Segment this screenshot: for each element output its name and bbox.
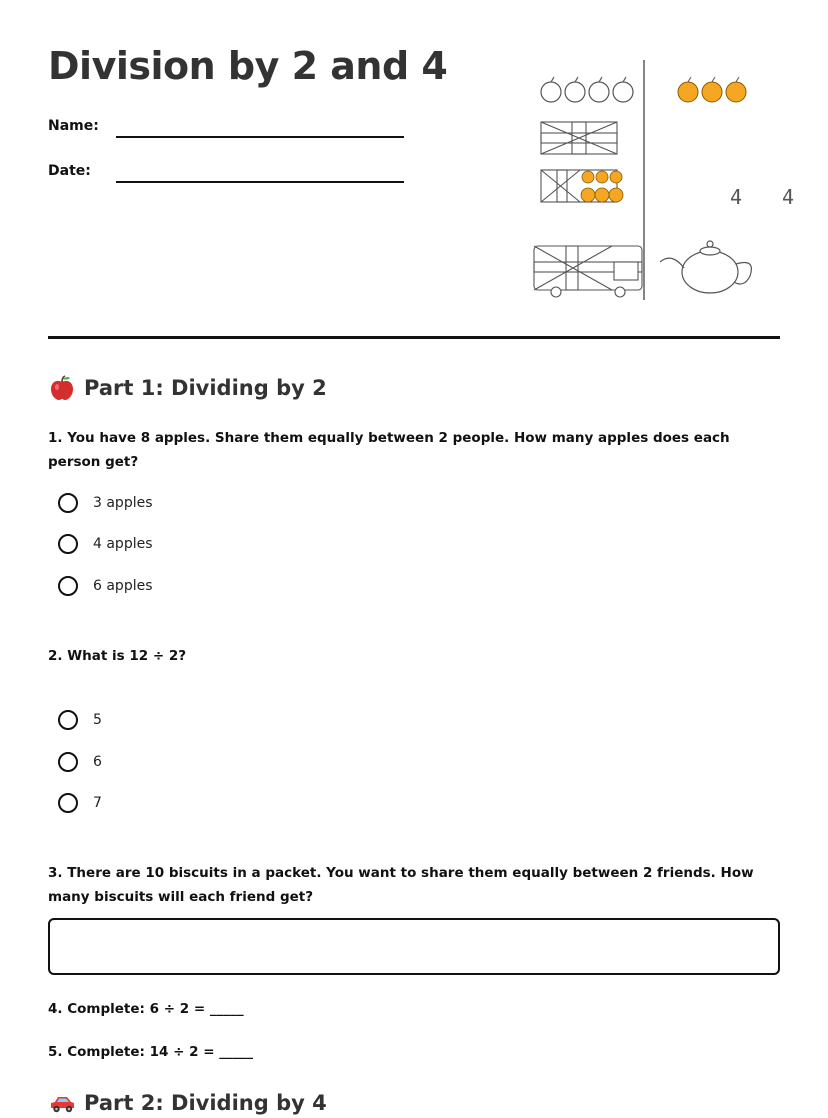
option-label: 7 [93,795,102,811]
part1-heading-text: Part 1: Dividing by 2 [84,376,327,400]
option-label: 3 apples [93,495,153,511]
illustration-number-left: 4 [729,185,743,209]
header-divider [48,336,780,339]
radio-button[interactable] [58,576,78,596]
question-2: 2. What is 12 ÷ 2? [48,648,187,664]
option-label: 6 [93,754,102,770]
orange-fruit-icon [678,77,746,102]
page-title: Division by 2 and 4 [48,44,448,88]
question-4: 4. Complete: 6 ÷ 2 = _____ [48,1001,244,1017]
q1-option-1[interactable] [58,491,153,515]
worksheet-illustration [532,56,795,302]
car-icon [48,1089,76,1117]
q3-answer-box[interactable] [48,918,780,975]
flag-with-oranges-icon [541,170,623,202]
part1-heading [48,374,327,402]
date-label: Date: [48,163,91,179]
radio-button[interactable] [58,710,78,730]
option-label: 6 apples [93,578,153,594]
q2-option-2[interactable] [58,750,102,774]
q1-option-2[interactable] [58,532,153,556]
union-flag-icon [541,122,617,154]
name-field-row [48,118,408,142]
option-label: 4 apples [93,536,153,552]
part2-heading [48,1089,327,1117]
part2-heading-text: Part 2: Dividing by 4 [84,1091,327,1115]
date-field-row [48,163,408,187]
radio-button[interactable] [58,493,78,513]
q1-option-3[interactable] [58,574,153,598]
bus-icon [534,246,642,297]
name-label: Name: [48,118,99,134]
q2-option-1[interactable] [58,708,102,732]
illustration-number-right: 4 [781,185,795,209]
question-3: 3. There are 10 biscuits in a packet. You want to share them equally between 2 friends. How many biscuits will each friend get? [48,865,754,905]
radio-button[interactable] [58,793,78,813]
teapot-icon [660,241,751,293]
outline-apple-icon [541,77,633,102]
q2-option-3[interactable] [58,791,102,815]
name-line[interactable] [116,136,404,138]
question-5: 5. Complete: 14 ÷ 2 = _____ [48,1044,253,1060]
question-1: 1. You have 8 apples. Share them equally between 2 people. How many apples does each person get? [48,430,730,470]
radio-button[interactable] [58,534,78,554]
apple-icon [48,374,76,402]
date-line[interactable] [116,181,404,183]
radio-button[interactable] [58,752,78,772]
option-label: 5 [93,712,102,728]
